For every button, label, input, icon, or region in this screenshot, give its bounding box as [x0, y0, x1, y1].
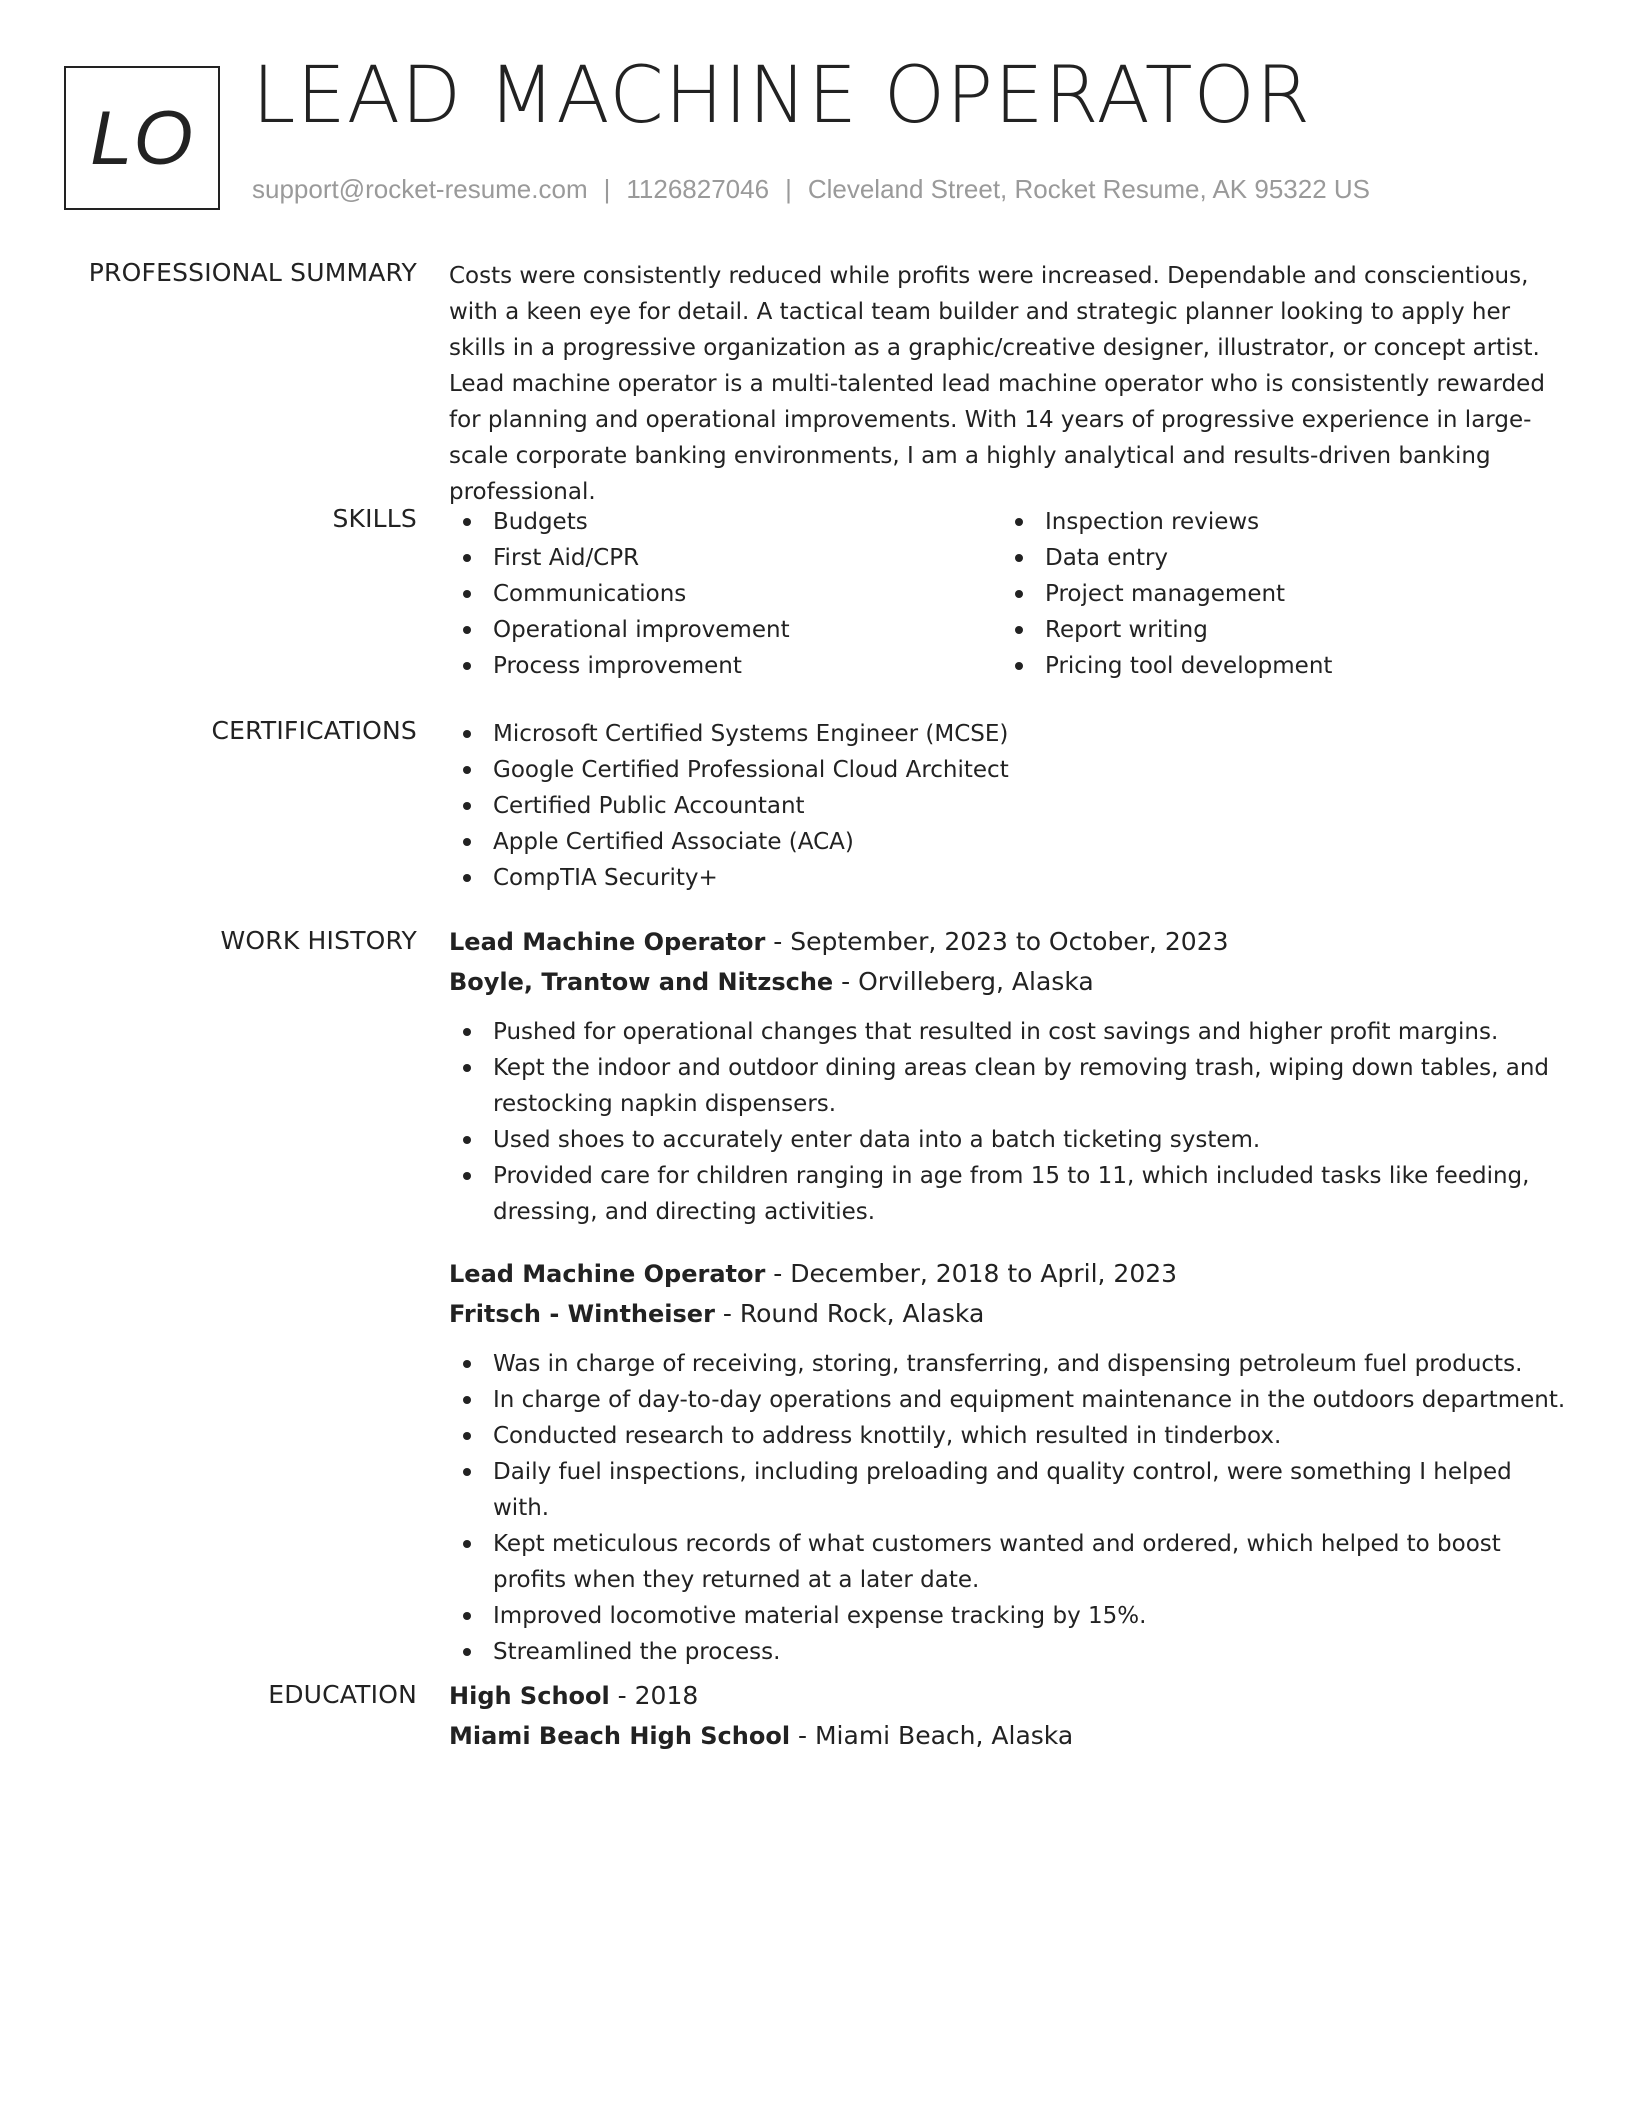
list-item: Data entry [1001, 540, 1553, 576]
list-item: In charge of day-to-day operations and equipment maintenance in the outdoors department. [449, 1382, 1569, 1418]
list-item: Budgets [449, 504, 1001, 540]
list-item: Inspection reviews [1001, 504, 1553, 540]
contact-separator: | [785, 174, 792, 204]
list-item: First Aid/CPR [449, 540, 1001, 576]
skills-list-left [449, 504, 1001, 684]
job-bullets [449, 1014, 1569, 1230]
certifications-content [449, 716, 1569, 896]
job-title-line [449, 922, 1569, 962]
monogram-initials: LO [90, 95, 194, 181]
list-item: Conducted research to address knottily, which resulted in tinderbox. [449, 1418, 1569, 1454]
contact-separator: | [603, 174, 611, 204]
skills-heading: SKILLS [332, 504, 417, 533]
list-item: Kept meticulous records of what customers wanted and ordered, which helped to boost profits when they returned at a later date. [449, 1526, 1569, 1598]
summary-heading: PROFESSIONAL SUMMARY [88, 258, 417, 287]
list-item: Kept the indoor and outdoor dining areas clean by removing trash, wiping down tables, and restocking napkin dispensers. [449, 1050, 1569, 1122]
skills-list-right [1001, 504, 1553, 684]
job-entry [449, 922, 1569, 1230]
list-item: Certified Public Accountant [449, 788, 1569, 824]
education-degree-line [449, 1676, 1569, 1716]
job-company: Fritsch - Wintheiser [449, 1300, 715, 1328]
job-location: - Orvilleberg, Alaska [833, 967, 1094, 996]
list-item: Daily fuel inspections, including preloading and quality control, were something I helped with. [449, 1454, 1569, 1526]
job-dates: - September, 2023 to October, 2023 [765, 927, 1229, 956]
list-item: Google Certified Professional Cloud Architect [449, 752, 1569, 788]
education-heading: EDUCATION [268, 1680, 417, 1709]
list-item: Apple Certified Associate (ACA) [449, 824, 1569, 860]
skills-grid [449, 504, 1569, 684]
list-item: Used shoes to accurately enter data into a batch ticketing system. [449, 1122, 1569, 1158]
list-item: Improved locomotive material expense tracking by 15%. [449, 1598, 1569, 1634]
job-company-line [449, 1294, 1569, 1334]
list-item: Provided care for children ranging in age from 15 to 11, which included tasks like feeding, dressing, and directing activities. [449, 1158, 1569, 1230]
list-item: Communications [449, 576, 1001, 612]
list-item: Was in charge of receiving, storing, transferring, and dispensing petroleum fuel products. [449, 1346, 1569, 1382]
education-degree: High School [449, 1682, 610, 1710]
list-item: Streamlined the process. [449, 1634, 1569, 1670]
work-history-heading: WORK HISTORY [220, 926, 417, 955]
list-item: Pricing tool development [1001, 648, 1553, 684]
list-item: Project management [1001, 576, 1553, 612]
list-item: Microsoft Certified Systems Engineer (MCSE) [449, 716, 1569, 752]
resume-name: LEAD MACHINE OPERATOR [252, 51, 1312, 141]
contact-email[interactable]: support@rocket-resume.com [252, 174, 588, 204]
contact-address: Cleveland Street, Rocket Resume, AK 95322 US [807, 174, 1371, 204]
education-content [449, 1676, 1569, 1756]
list-item: Operational improvement [449, 612, 1001, 648]
certifications-list [449, 716, 1569, 896]
job-location: - Round Rock, Alaska [714, 1299, 985, 1328]
job-entry [449, 1254, 1569, 1670]
job-title-line [449, 1254, 1569, 1294]
work-history-content [449, 922, 1569, 1670]
contact-phone[interactable]: 1126827046 [626, 174, 770, 204]
monogram-badge [64, 66, 220, 210]
list-item: Report writing [1001, 612, 1553, 648]
list-item: CompTIA Security+ [449, 860, 1569, 896]
contact-line [252, 174, 1370, 205]
list-item: Pushed for operational changes that resulted in cost savings and higher profit margins. [449, 1014, 1569, 1050]
education-location: - Miami Beach, Alaska [790, 1721, 1074, 1750]
education-year: - 2018 [609, 1681, 699, 1710]
summary-text: Costs were consistently reduced while profits were increased. Dependable and conscientious, with a keen eye for detail. A tactical team builder and strategic planner looking to apply her skills in a progressive organization as a graphic/creative designer, illustrator, or concept artist. Lead machine operator is a multi-talented lead machine operator who is consistently rewarded for planning and operational improvements. With 14 years of progressive experience in large-scale corporate banking environments, I am a highly analytical and results-driven banking professional. [449, 263, 1545, 505]
education-school: Miami Beach High School [449, 1722, 791, 1750]
job-title: Lead Machine Operator [449, 928, 766, 956]
education-school-line [449, 1716, 1569, 1756]
job-title: Lead Machine Operator [449, 1260, 766, 1288]
job-dates: - December, 2018 to April, 2023 [765, 1259, 1178, 1288]
job-company-line [449, 962, 1569, 1002]
job-company: Boyle, Trantow and Nitzsche [449, 968, 834, 996]
job-bullets [449, 1346, 1569, 1670]
list-item: Process improvement [449, 648, 1001, 684]
certifications-heading: CERTIFICATIONS [211, 716, 417, 745]
